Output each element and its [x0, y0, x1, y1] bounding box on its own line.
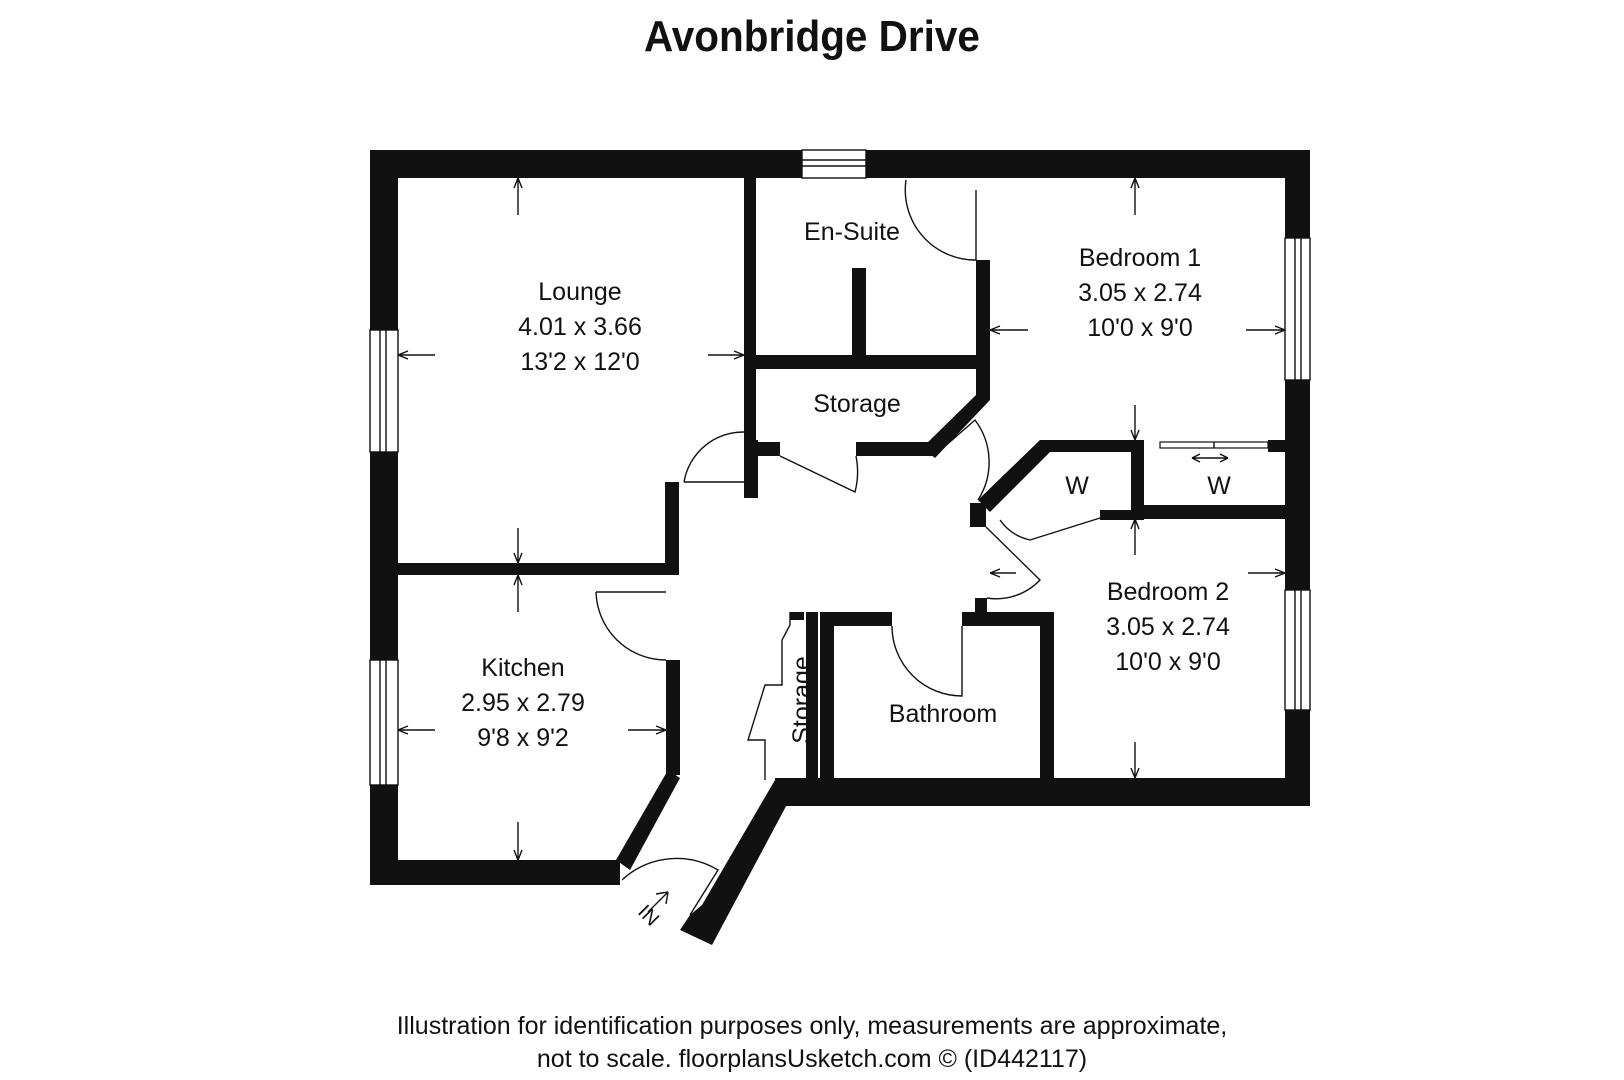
bedroom1-imperial: 10'0 x 9'0: [1087, 314, 1193, 342]
wall-bathroom-right: [1040, 612, 1054, 782]
entrance-label: IN: [633, 900, 664, 931]
wall-ensuite-storage: [756, 355, 988, 369]
door-wardrobe: [1000, 518, 1100, 540]
kitchen-name: Kitchen: [481, 654, 565, 682]
sliding-door: [1160, 442, 1268, 462]
door-kitchen: [596, 592, 666, 660]
wall-bottom-right: [775, 778, 1310, 806]
wall-lounge-kitchen: [398, 563, 666, 575]
page-title: Avonbridge Drive: [644, 12, 980, 61]
storage-lower-name: Storage: [788, 656, 816, 744]
lounge-imperial: 13'2 x 12'0: [520, 348, 640, 376]
wall-lower-storage-top: [790, 612, 804, 620]
wall-wardrobe-bottom-left: [1100, 510, 1131, 520]
footer-line-1: Illustration for identification purposes only, measurements are approximate,: [396, 1012, 1228, 1040]
window-bedroom1: [1285, 238, 1310, 380]
wall-bathroom-left: [820, 612, 834, 782]
wall-storage-bottom: [856, 442, 936, 456]
bedroom2-imperial: 10'0 x 9'0: [1115, 648, 1221, 676]
ensuite-name: En-Suite: [804, 218, 900, 246]
wall-wardrobe-right-top: [1268, 440, 1285, 452]
bathroom-name: Bathroom: [888, 700, 998, 728]
storage-upper-name: Storage: [813, 390, 901, 418]
kitchen-imperial: 9'8 x 9'2: [477, 724, 569, 752]
wall-hall-corner: [975, 598, 987, 612]
wardrobe1-name: W: [1065, 472, 1089, 500]
wall-kitchen-diagonal: [616, 770, 680, 870]
footer-disclaimer: [0, 1010, 1624, 1076]
wall-bottom-left: [370, 860, 620, 885]
door-storage-upper: [780, 456, 858, 492]
wall-wardrobe-bottom: [1131, 505, 1291, 519]
wall-kitchen-right: [666, 660, 680, 775]
window-kitchen: [370, 660, 398, 785]
wall-entrance-diagonal: [680, 780, 800, 945]
kitchen-metric: 2.95 x 2.79: [461, 689, 585, 717]
window-lounge: [370, 330, 398, 452]
wall-hall-stub: [970, 503, 986, 527]
door-ensuite: [905, 178, 976, 260]
wall-lounge-stub: [665, 482, 679, 575]
window-bedroom2: [1285, 590, 1310, 710]
lounge-metric: 4.01 x 3.66: [518, 313, 642, 341]
wall-ensuite-partition: [852, 268, 866, 360]
bedroom1-metric: 3.05 x 2.74: [1078, 279, 1202, 307]
wall-wardrobe-top: [1040, 440, 1142, 452]
wall-bedroom1-left: [976, 260, 990, 400]
bedroom1-name: Bedroom 1: [1078, 244, 1202, 272]
window-top: [802, 150, 866, 178]
door-bedroom2: [986, 527, 1040, 599]
bedroom2-name: Bedroom 2: [1106, 578, 1230, 606]
wardrobe2-name: W: [1207, 472, 1231, 500]
wall-storage-bottom-stub: [756, 442, 780, 456]
wall-storage-left: [744, 440, 758, 498]
lounge-name: Lounge: [538, 278, 622, 306]
bedroom2-metric: 3.05 x 2.74: [1106, 613, 1230, 641]
footer-line-2: not to scale. floorplansUsketch.com © (ID442117): [536, 1045, 1088, 1073]
door-lounge: [684, 432, 744, 482]
door-bathroom: [892, 626, 962, 696]
wall-lower-storage-outline: [748, 612, 790, 780]
wall-bathroom-top-right: [962, 612, 1040, 626]
